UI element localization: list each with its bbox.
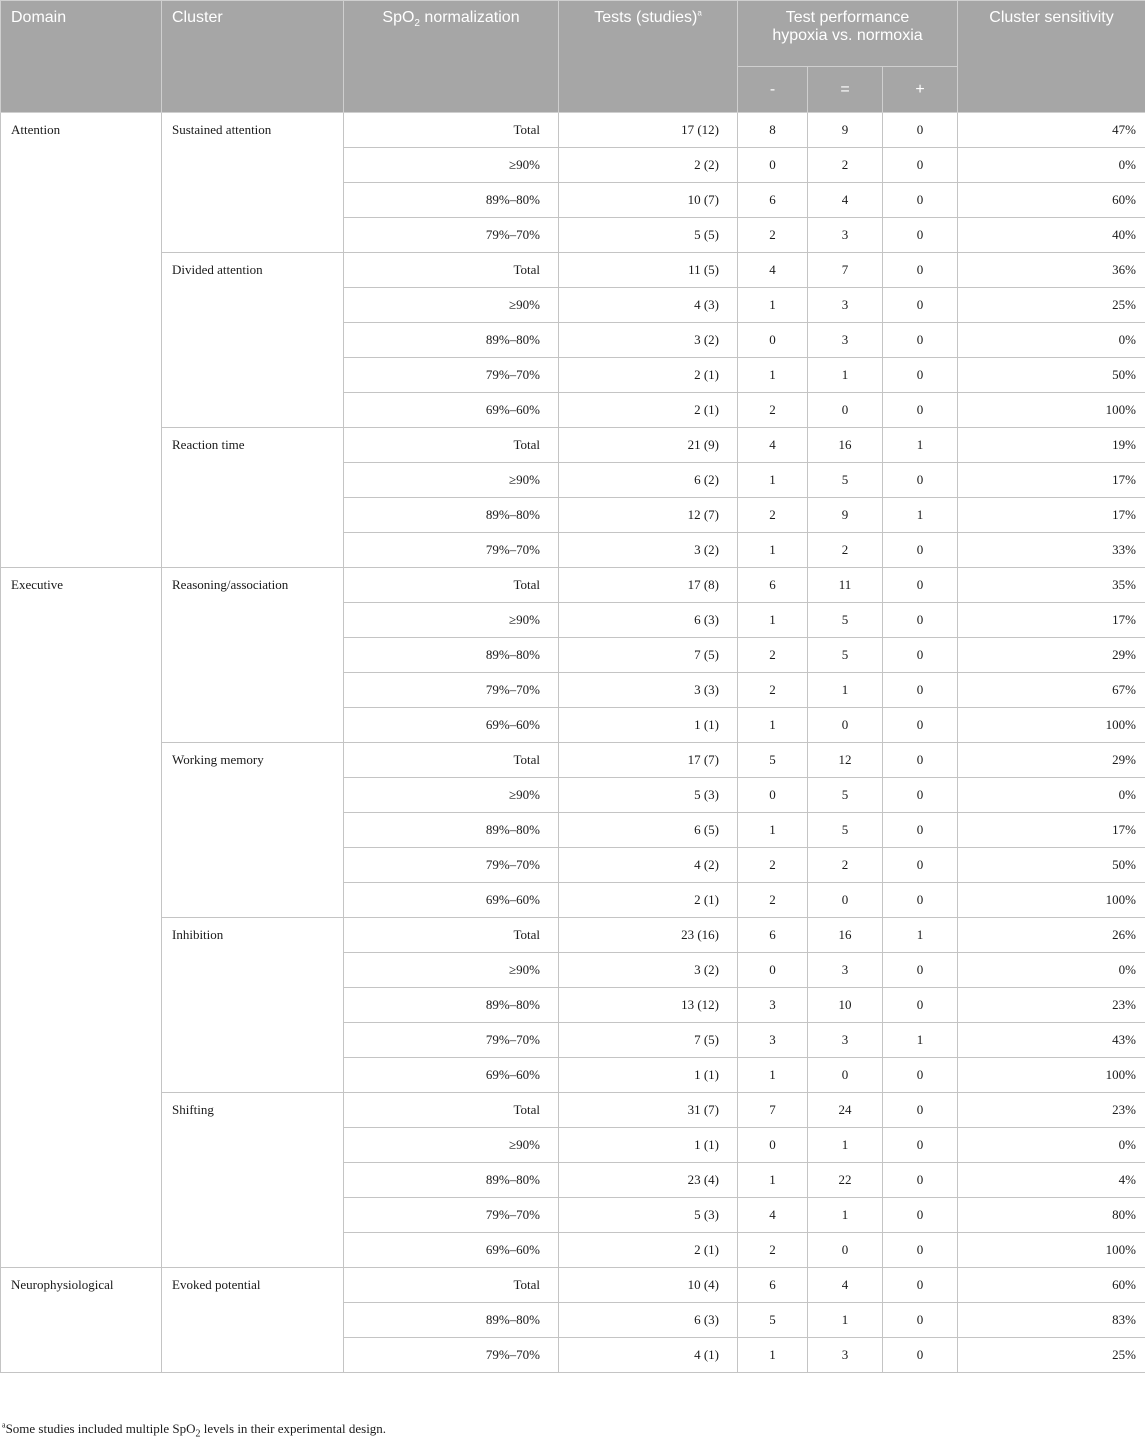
plus-count-cell: 0 (883, 533, 958, 568)
minus-count-cell: 6 (738, 918, 808, 953)
equal-count-cell: 10 (808, 988, 883, 1023)
tests-cell: 7 (5) (559, 1023, 738, 1058)
minus-count-cell: 0 (738, 1128, 808, 1163)
tests-cell: 17 (12) (559, 113, 738, 148)
spo2-cell: 89%–80% (344, 323, 559, 358)
plus-count-cell: 0 (883, 253, 958, 288)
equal-count-cell: 3 (808, 323, 883, 358)
tests-cell: 2 (2) (559, 148, 738, 183)
cluster-cell: Reaction time (162, 428, 344, 568)
minus-count-cell: 1 (738, 603, 808, 638)
spo2-cell: 69%–60% (344, 393, 559, 428)
spo2-cell: 69%–60% (344, 1058, 559, 1093)
equal-count-cell: 3 (808, 288, 883, 323)
sensitivity-cell: 23% (958, 988, 1145, 1023)
minus-count-cell: 0 (738, 148, 808, 183)
spo2-cell: ≥90% (344, 148, 559, 183)
header-domain: Domain (1, 1, 162, 113)
plus-count-cell: 0 (883, 638, 958, 673)
equal-count-cell: 2 (808, 848, 883, 883)
equal-count-cell: 16 (808, 918, 883, 953)
equal-count-cell: 22 (808, 1163, 883, 1198)
minus-count-cell: 6 (738, 1268, 808, 1303)
minus-count-cell: 4 (738, 428, 808, 463)
tests-cell: 4 (2) (559, 848, 738, 883)
sensitivity-cell: 0% (958, 148, 1145, 183)
footnote: $^a$Some studies included multiple SpO$_2$ levels in their experimental design. (2, 1420, 387, 1440)
equal-count-cell: 1 (808, 1128, 883, 1163)
tests-cell: 21 (9) (559, 428, 738, 463)
spo2-cell: Total (344, 428, 559, 463)
tests-cell: 23 (16) (559, 918, 738, 953)
cluster-cell: Divided attention (162, 253, 344, 428)
sensitivity-cell: 100% (958, 708, 1145, 743)
domain-cell: Attention (1, 113, 162, 568)
table-row (1, 568, 1145, 603)
tests-cell: 2 (1) (559, 393, 738, 428)
spo2-cell: ≥90% (344, 288, 559, 323)
sensitivity-cell: 0% (958, 953, 1145, 988)
plus-count-cell: 1 (883, 1023, 958, 1058)
tests-cell: 12 (7) (559, 498, 738, 533)
tests-cell: 1 (1) (559, 708, 738, 743)
minus-count-cell: 2 (738, 883, 808, 918)
equal-count-cell: 5 (808, 603, 883, 638)
plus-count-cell: 0 (883, 988, 958, 1023)
plus-count-cell: 0 (883, 148, 958, 183)
minus-count-cell: 2 (738, 638, 808, 673)
sensitivity-cell: 67% (958, 673, 1145, 708)
spo2-cell: Total (344, 113, 559, 148)
tests-cell: 6 (2) (559, 463, 738, 498)
tests-cell: 6 (5) (559, 813, 738, 848)
minus-count-cell: 5 (738, 743, 808, 778)
sensitivity-cell: 19% (958, 428, 1145, 463)
tests-cell: 6 (3) (559, 1303, 738, 1338)
domain-cell: Executive (1, 568, 162, 1268)
equal-count-cell: 5 (808, 638, 883, 673)
tests-cell: 2 (1) (559, 883, 738, 918)
minus-count-cell: 0 (738, 323, 808, 358)
spo2-cell: ≥90% (344, 1128, 559, 1163)
header-tests-studies: Tests (studies)$^a$ (559, 1, 738, 113)
sensitivity-cell: 83% (958, 1303, 1145, 1338)
plus-count-cell: 1 (883, 498, 958, 533)
equal-count-cell: 12 (808, 743, 883, 778)
sensitivity-cell: 25% (958, 1338, 1145, 1373)
tests-cell: 31 (7) (559, 1093, 738, 1128)
tests-cell: 10 (4) (559, 1268, 738, 1303)
tests-cell: 6 (3) (559, 603, 738, 638)
sensitivity-cell: 47% (958, 113, 1145, 148)
equal-count-cell: 4 (808, 1268, 883, 1303)
sensitivity-cell: 17% (958, 463, 1145, 498)
cluster-cell: Sustained attention (162, 113, 344, 253)
minus-count-cell: 1 (738, 288, 808, 323)
header-test-performance: Test performance hypoxia vs. normoxia (738, 1, 958, 67)
tests-cell: 3 (2) (559, 953, 738, 988)
plus-count-cell: 0 (883, 1058, 958, 1093)
header-plus: + (883, 67, 958, 113)
minus-count-cell: 2 (738, 393, 808, 428)
spo2-cell: 79%–70% (344, 1198, 559, 1233)
equal-count-cell: 11 (808, 568, 883, 603)
minus-count-cell: 2 (738, 673, 808, 708)
equal-count-cell: 1 (808, 673, 883, 708)
sensitivity-cell: 0% (958, 323, 1145, 358)
spo2-cell: 69%–60% (344, 883, 559, 918)
equal-count-cell: 0 (808, 708, 883, 743)
spo2-cell: 79%–70% (344, 533, 559, 568)
spo2-cell: Total (344, 918, 559, 953)
equal-count-cell: 3 (808, 1338, 883, 1373)
table-row (1, 253, 1145, 288)
tests-cell: 4 (3) (559, 288, 738, 323)
minus-count-cell: 6 (738, 183, 808, 218)
cluster-cell: Evoked potential (162, 1268, 344, 1373)
cluster-cell: Shifting (162, 1093, 344, 1268)
minus-count-cell: 0 (738, 778, 808, 813)
tests-cell: 5 (3) (559, 1198, 738, 1233)
spo2-cell: 79%–70% (344, 1338, 559, 1373)
plus-count-cell: 0 (883, 603, 958, 638)
tests-cell: 2 (1) (559, 358, 738, 393)
spo2-cell: 89%–80% (344, 1303, 559, 1338)
minus-count-cell: 2 (738, 218, 808, 253)
sensitivity-cell: 33% (958, 533, 1145, 568)
plus-count-cell: 0 (883, 1128, 958, 1163)
equal-count-cell: 5 (808, 813, 883, 848)
equal-count-cell: 4 (808, 183, 883, 218)
spo2-cell: ≥90% (344, 603, 559, 638)
sensitivity-cell: 43% (958, 1023, 1145, 1058)
spo2-cell: 89%–80% (344, 988, 559, 1023)
equal-count-cell: 0 (808, 1233, 883, 1268)
equal-count-cell: 3 (808, 953, 883, 988)
minus-count-cell: 2 (738, 848, 808, 883)
plus-count-cell: 0 (883, 813, 958, 848)
tests-cell: 13 (12) (559, 988, 738, 1023)
tests-cell: 17 (7) (559, 743, 738, 778)
minus-count-cell: 2 (738, 498, 808, 533)
spo2-cell: 79%–70% (344, 358, 559, 393)
sensitivity-cell: 17% (958, 813, 1145, 848)
header-cluster-sensitivity: Cluster sensitivity (958, 1, 1145, 113)
equal-count-cell: 16 (808, 428, 883, 463)
minus-count-cell: 1 (738, 813, 808, 848)
plus-count-cell: 0 (883, 463, 958, 498)
equal-count-cell: 3 (808, 1023, 883, 1058)
plus-count-cell: 0 (883, 1303, 958, 1338)
plus-count-cell: 0 (883, 743, 958, 778)
plus-count-cell: 1 (883, 428, 958, 463)
table-body (1, 113, 1145, 1373)
spo2-cell: 79%–70% (344, 218, 559, 253)
tests-cell: 7 (5) (559, 638, 738, 673)
minus-count-cell: 2 (738, 1233, 808, 1268)
minus-count-cell: 5 (738, 1303, 808, 1338)
header-equal: = (808, 67, 883, 113)
plus-count-cell: 0 (883, 288, 958, 323)
sensitivity-cell: 26% (958, 918, 1145, 953)
minus-count-cell: 1 (738, 1058, 808, 1093)
plus-count-cell: 1 (883, 918, 958, 953)
spo2-cell: 79%–70% (344, 848, 559, 883)
sensitivity-cell: 0% (958, 1128, 1145, 1163)
spo2-cell: ≥90% (344, 953, 559, 988)
plus-count-cell: 0 (883, 113, 958, 148)
plus-count-cell: 0 (883, 673, 958, 708)
plus-count-cell: 0 (883, 778, 958, 813)
sensitivity-cell: 100% (958, 393, 1145, 428)
plus-count-cell: 0 (883, 708, 958, 743)
spo2-cell: Total (344, 743, 559, 778)
sensitivity-cell: 4% (958, 1163, 1145, 1198)
minus-count-cell: 8 (738, 113, 808, 148)
minus-count-cell: 6 (738, 568, 808, 603)
tests-cell: 10 (7) (559, 183, 738, 218)
sensitivity-cell: 50% (958, 848, 1145, 883)
sensitivity-cell: 100% (958, 883, 1145, 918)
plus-count-cell: 0 (883, 183, 958, 218)
sensitivity-cell: 23% (958, 1093, 1145, 1128)
table-row (1, 428, 1145, 463)
tests-cell: 3 (3) (559, 673, 738, 708)
equal-count-cell: 5 (808, 463, 883, 498)
cluster-cell: Reasoning/association (162, 568, 344, 743)
equal-count-cell: 0 (808, 883, 883, 918)
minus-count-cell: 3 (738, 988, 808, 1023)
plus-count-cell: 0 (883, 1163, 958, 1198)
header-spo2-normalization: SpO$_2$ normalization (344, 1, 559, 113)
tests-cell: 11 (5) (559, 253, 738, 288)
sensitivity-cell: 50% (958, 358, 1145, 393)
minus-count-cell: 4 (738, 1198, 808, 1233)
sensitivity-cell: 60% (958, 1268, 1145, 1303)
equal-count-cell: 7 (808, 253, 883, 288)
plus-count-cell: 0 (883, 1268, 958, 1303)
plus-count-cell: 0 (883, 1338, 958, 1373)
sensitivity-cell: 35% (958, 568, 1145, 603)
sensitivity-cell: 17% (958, 498, 1145, 533)
header-minus: - (738, 67, 808, 113)
spo2-cell: 69%–60% (344, 1233, 559, 1268)
spo2-cell: 89%–80% (344, 1163, 559, 1198)
table-header (1, 1, 1145, 113)
spo2-cell: Total (344, 568, 559, 603)
spo2-cell: 89%–80% (344, 498, 559, 533)
tests-cell: 4 (1) (559, 1338, 738, 1373)
plus-count-cell: 0 (883, 358, 958, 393)
sensitivity-cell: 100% (958, 1233, 1145, 1268)
equal-count-cell: 1 (808, 1303, 883, 1338)
equal-count-cell: 9 (808, 498, 883, 533)
spo2-cell: 79%–70% (344, 673, 559, 708)
equal-count-cell: 2 (808, 533, 883, 568)
minus-count-cell: 7 (738, 1093, 808, 1128)
plus-count-cell: 0 (883, 1198, 958, 1233)
tests-cell: 3 (2) (559, 533, 738, 568)
spo2-cell: 89%–80% (344, 813, 559, 848)
sensitivity-cell: 40% (958, 218, 1145, 253)
tests-cell: 2 (1) (559, 1233, 738, 1268)
sensitivity-cell: 60% (958, 183, 1145, 218)
equal-count-cell: 0 (808, 393, 883, 428)
cluster-cell: Inhibition (162, 918, 344, 1093)
minus-count-cell: 0 (738, 953, 808, 988)
spo2-cell: 69%–60% (344, 708, 559, 743)
minus-count-cell: 1 (738, 708, 808, 743)
equal-count-cell: 1 (808, 1198, 883, 1233)
plus-count-cell: 0 (883, 393, 958, 428)
spo2-cell: 89%–80% (344, 183, 559, 218)
header-cluster: Cluster (162, 1, 344, 113)
plus-count-cell: 0 (883, 953, 958, 988)
spo2-cell: ≥90% (344, 463, 559, 498)
sensitivity-cell: 100% (958, 1058, 1145, 1093)
minus-count-cell: 1 (738, 463, 808, 498)
table-row (1, 113, 1145, 148)
plus-count-cell: 0 (883, 848, 958, 883)
minus-count-cell: 1 (738, 533, 808, 568)
tests-cell: 1 (1) (559, 1128, 738, 1163)
plus-count-cell: 0 (883, 568, 958, 603)
tests-cell: 3 (2) (559, 323, 738, 358)
sensitivity-cell: 17% (958, 603, 1145, 638)
sensitivity-cell: 25% (958, 288, 1145, 323)
tests-cell: 5 (3) (559, 778, 738, 813)
equal-count-cell: 0 (808, 1058, 883, 1093)
spo2-cell: 79%–70% (344, 1023, 559, 1058)
sensitivity-cell: 80% (958, 1198, 1145, 1233)
sensitivity-cell: 0% (958, 778, 1145, 813)
plus-count-cell: 0 (883, 883, 958, 918)
spo2-cell: Total (344, 253, 559, 288)
equal-count-cell: 24 (808, 1093, 883, 1128)
sensitivity-cell: 29% (958, 743, 1145, 778)
minus-count-cell: 1 (738, 1338, 808, 1373)
sensitivity-cell: 29% (958, 638, 1145, 673)
spo2-cell: Total (344, 1093, 559, 1128)
equal-count-cell: 3 (808, 218, 883, 253)
sensitivity-cell: 36% (958, 253, 1145, 288)
plus-count-cell: 0 (883, 1093, 958, 1128)
equal-count-cell: 1 (808, 358, 883, 393)
tests-cell: 17 (8) (559, 568, 738, 603)
minus-count-cell: 1 (738, 358, 808, 393)
minus-count-cell: 3 (738, 1023, 808, 1058)
equal-count-cell: 5 (808, 778, 883, 813)
table-row (1, 743, 1145, 778)
minus-count-cell: 1 (738, 1163, 808, 1198)
minus-count-cell: 4 (738, 253, 808, 288)
tests-cell: 23 (4) (559, 1163, 738, 1198)
spo2-cell: 89%–80% (344, 638, 559, 673)
table-row (1, 1093, 1145, 1128)
table-row (1, 918, 1145, 953)
tests-cell: 5 (5) (559, 218, 738, 253)
spo2-cell: Total (344, 1268, 559, 1303)
spo2-cell: ≥90% (344, 778, 559, 813)
domain-cell: Neurophysiological (1, 1268, 162, 1373)
equal-count-cell: 2 (808, 148, 883, 183)
equal-count-cell: 9 (808, 113, 883, 148)
table-row (1, 1268, 1145, 1303)
plus-count-cell: 0 (883, 323, 958, 358)
plus-count-cell: 0 (883, 218, 958, 253)
cluster-cell: Working memory (162, 743, 344, 918)
tests-cell: 1 (1) (559, 1058, 738, 1093)
plus-count-cell: 0 (883, 1233, 958, 1268)
